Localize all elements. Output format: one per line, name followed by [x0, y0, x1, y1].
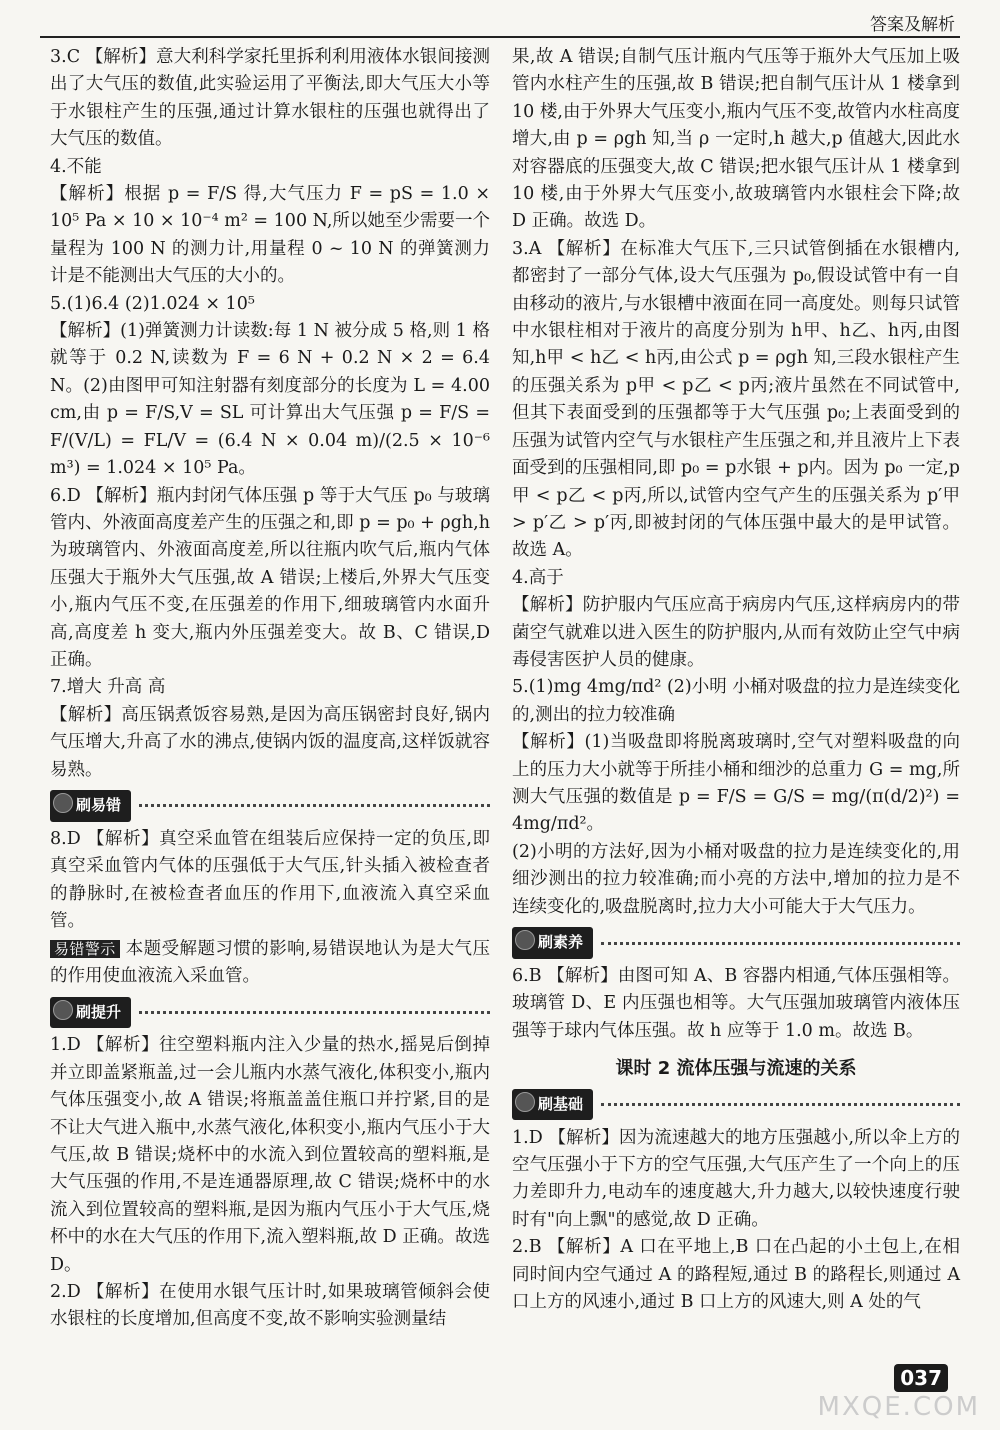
dotted-rule [601, 942, 960, 945]
analysis-text: 【解析】高压锅煮饭容易熟,是因为高压锅密封良好,锅内气压增大,升高了水的沸点,使锅内饭的温度高,这样饭就容易熟。 [50, 704, 490, 780]
section-banner [512, 1091, 960, 1119]
brush-icon [515, 1092, 535, 1112]
answer-item: 7.增大 升高 高 [50, 677, 166, 698]
dotted-rule [139, 1011, 490, 1014]
answer-item: 2.B 【解析】A 口在平地上,B 口在凸起的小土包上,在相同时间内空气通过 A 的路程短,通过 B 的路程长,则通过 A 口上方的风速小,通过 B 口上方的风速大,则 A 处的气 [512, 1237, 960, 1313]
dotted-rule [601, 1103, 960, 1106]
analysis-text: 【解析】防护服内气压应高于病房内气压,这样病房内的带菌空气就难以进入医生的防护服内,从而有效防止空气中病毒侵害医护人员的健康。 [512, 595, 960, 670]
brush-icon [515, 930, 535, 950]
header-rule [40, 36, 960, 38]
answer-item: 6.D 【解析】瓶内封闭气体压强 p 等于大气压 p₀ 与玻璃管内、外液面高度差产生的压强之和,即 p = p₀ + ρgh,h 为玻璃管内、外液面高度差,所以往瓶内吹气后,瓶内气体压强大于瓶外大气压强,故 A 错误;上楼后,外界大气压变小,瓶内气压不变,在压强差的作用下,细玻璃管内水面升高,高度差 h 变大,瓶内外压强差变大。故 B、C 错误,D 正确。 [50, 485, 490, 670]
answer-item: 1.D 【解析】往空塑料瓶内注入少量的热水,摇晃后倒掉并立即盖紧瓶盖,过一会儿瓶内水蒸气液化,体积变小,瓶内气体压强变小,故 A 错误;将瓶盖盖住瓶口并拧紧,目的是不让大气进入瓶中,水蒸气液化,体积变小,瓶内气压小于大气压,故 B 错误;烧杯中的水流入到位置较高的塑料瓶,是大气压强的作用,不是连通器原理,故 C 错误;烧杯中的水流入到位置较高的塑料瓶,是因为瓶内气压小于大气压,烧杯中的水在大气压的作用下,流入塑料瓶,故 D 正确。故选 D。 [50, 1035, 490, 1275]
watermark: MXQE.COM [817, 1392, 980, 1422]
section-banner [50, 998, 490, 1026]
analysis-text: 【解析】根据 p = F/S 得,大气压力 F = pS = 1.0 × 10⁵ Pa × 10 × 10⁻⁴ m² = 100 N,所以她至少需要一个量程为 100 N 的测力计,用量程 0 ~ 10 N 的弹簧测力计是不能测出大气压的大小的。 [50, 184, 490, 287]
section-title: 刷素养 [538, 933, 584, 952]
brush-icon [53, 1000, 73, 1020]
dotted-rule [139, 804, 490, 807]
brush-icon [53, 793, 73, 813]
section-title: 刷基础 [538, 1094, 584, 1113]
answer-item: 8.D 【解析】真空采血管在组装后应保持一定的负压,即真空采血管内气体的压强低于大气压,针头插入被检查者的静脉时,在被检查者血压的作用下,血液流入真空采血管。 [50, 828, 490, 932]
page-header: 答案及解析 [870, 15, 955, 35]
analysis-text: 果,故 A 错误;自制气压计瓶内气压等于瓶外大气压加上吸管内水柱产生的压强,故 B 错误;把自制气压计从 1 楼拿到 10 楼,由于外界大气压变小,瓶内气压不变,故管内水柱高度增大,由 p = ρgh 知,当 ρ 一定时,h 越大,p 值越大,因此水对容器底的压强变大,故 C 错误;把水银气压计从 1 楼拿到 10 楼,由于外界大气压变小,故玻璃管内水银柱会下降;故 D 正确。故选 D。 [512, 47, 960, 232]
right-column [512, 44, 960, 1316]
section-badge [50, 790, 131, 821]
warning-tag: 易错警示 [50, 940, 120, 958]
answer-item: 3.A 【解析】在标准大气压下,三只试管倒插在水银槽内,都密封了一部分气体,设大气压强为 p₀,假设试管中有一自由移动的液片,与水银槽中液面在同一高度处。则每只试管中水银柱相对于液片的高度分别为 h甲、h乙、h丙,由图知,h甲 < h乙 < h丙,由公式 p = ρgh 知,三段水银柱产生的压强关系为 p甲 < p乙 < p丙;液片虽然在不同试管中,但其下表面受到的压强都等于大气压强 p₀;上表面受到的压强为试管内空气与水银柱产生压强之和,并且液片上下表面受到的压强相同,即 p₀ = p水银 + p内。因为 p₀ 一定,p甲 < p乙 < p丙,所以,试管内空气产生的压强关系为 p′甲 > p′乙 > p′丙,即被封闭的气体压强中最大的是甲试管。故选 A。 [512, 238, 960, 561]
analysis-text: 【解析】(1)当吸盘即将脱离玻璃时,空气对塑料吸盘的向上的压力大小就等于所挂小桶和细沙的总重力 G = mg,所测大气压强的数值是 p = F/S = G/S = mg/(π(d/2)²) = 4mg/πd²。 [512, 732, 960, 835]
answer-item: 4.不能 [50, 156, 102, 177]
section-badge [512, 927, 593, 958]
answer-item: 6.B 【解析】由图可知 A、B 容器内相通,气体压强相等。玻璃管 D、E 内压强也相等。大气压强加玻璃管内液体压强等于球内气体压强。故 h 应等于 1.0 m。故选 B。 [512, 966, 960, 1041]
section-badge [512, 1089, 593, 1120]
section-banner [50, 792, 490, 820]
answer-item: 5.(1)6.4 (2)1.024 × 10⁵ [50, 293, 255, 314]
section-banner [512, 929, 960, 957]
section-title: 刷提升 [76, 1002, 122, 1021]
section-badge [50, 997, 131, 1028]
warning-text: 本题受解题习惯的影响,易错误地认为是大气压的作用使血液流入采血管。 [50, 938, 490, 986]
answer-item: 4.高于 [512, 567, 564, 588]
answer-item: 1.D 【解析】因为流速越大的地方压强越小,所以伞上方的空气压强小于下方的空气压强,大气压产生了一个向上的压力差即升力,电动车的速度越大,升力越大,以较快速度行驶时有"向上飘"的感觉,故 D 正确。 [512, 1127, 960, 1230]
answer-item: 2.D 【解析】在使用水银气压计时,如果玻璃管倾斜会使水银柱的长度增加,但高度不变,故不影响实验测量结 [50, 1282, 490, 1330]
section-title: 刷易错 [76, 796, 122, 815]
analysis-text: (2)小明的方法好,因为小桶对吸盘的拉力是连续变化的,用细沙测出的拉力较准确;而小亮的方法中,增加的拉力是不连续变化的,吸盘脱离时,拉力大小可能大于大气压力。 [512, 841, 960, 917]
answer-item: 5.(1)mg 4mg/πd² (2)小明 小桶对吸盘的拉力是连续变化的,测出的拉力较准确 [512, 677, 960, 725]
warning-note [50, 936, 490, 991]
answer-item: 3.C 【解析】意大利科学家托里拆利利用液体水银间接测出了大气压的数值,此实验运用了平衡法,即大气压大小等于水银柱产生的压强,通过计算水银柱的压强也就得出了大气压的数值。 [50, 47, 490, 150]
page-number: 037 [894, 1364, 948, 1392]
left-column [50, 44, 490, 1334]
analysis-text: 【解析】(1)弹簧测力计读数:每 1 N 被分成 5 格,则 1 格就等于 0.2 N,读数为 F = 6 N + 0.2 N × 2 = 6.4 N。(2)由图甲可知注射器有刻度部分的长度为 L = 4.00 cm,由 p = F/S,V = SL 可计算出大气压强 p = F/S = F/(V/L) = FL/V = (6.4 N × 0.04 m)/(2.5 × 10⁻⁶ m³) = 1.024 × 10⁵ Pa。 [50, 321, 490, 479]
lesson-title: 课时 2 流体压强与流速的关系 [615, 1058, 857, 1080]
